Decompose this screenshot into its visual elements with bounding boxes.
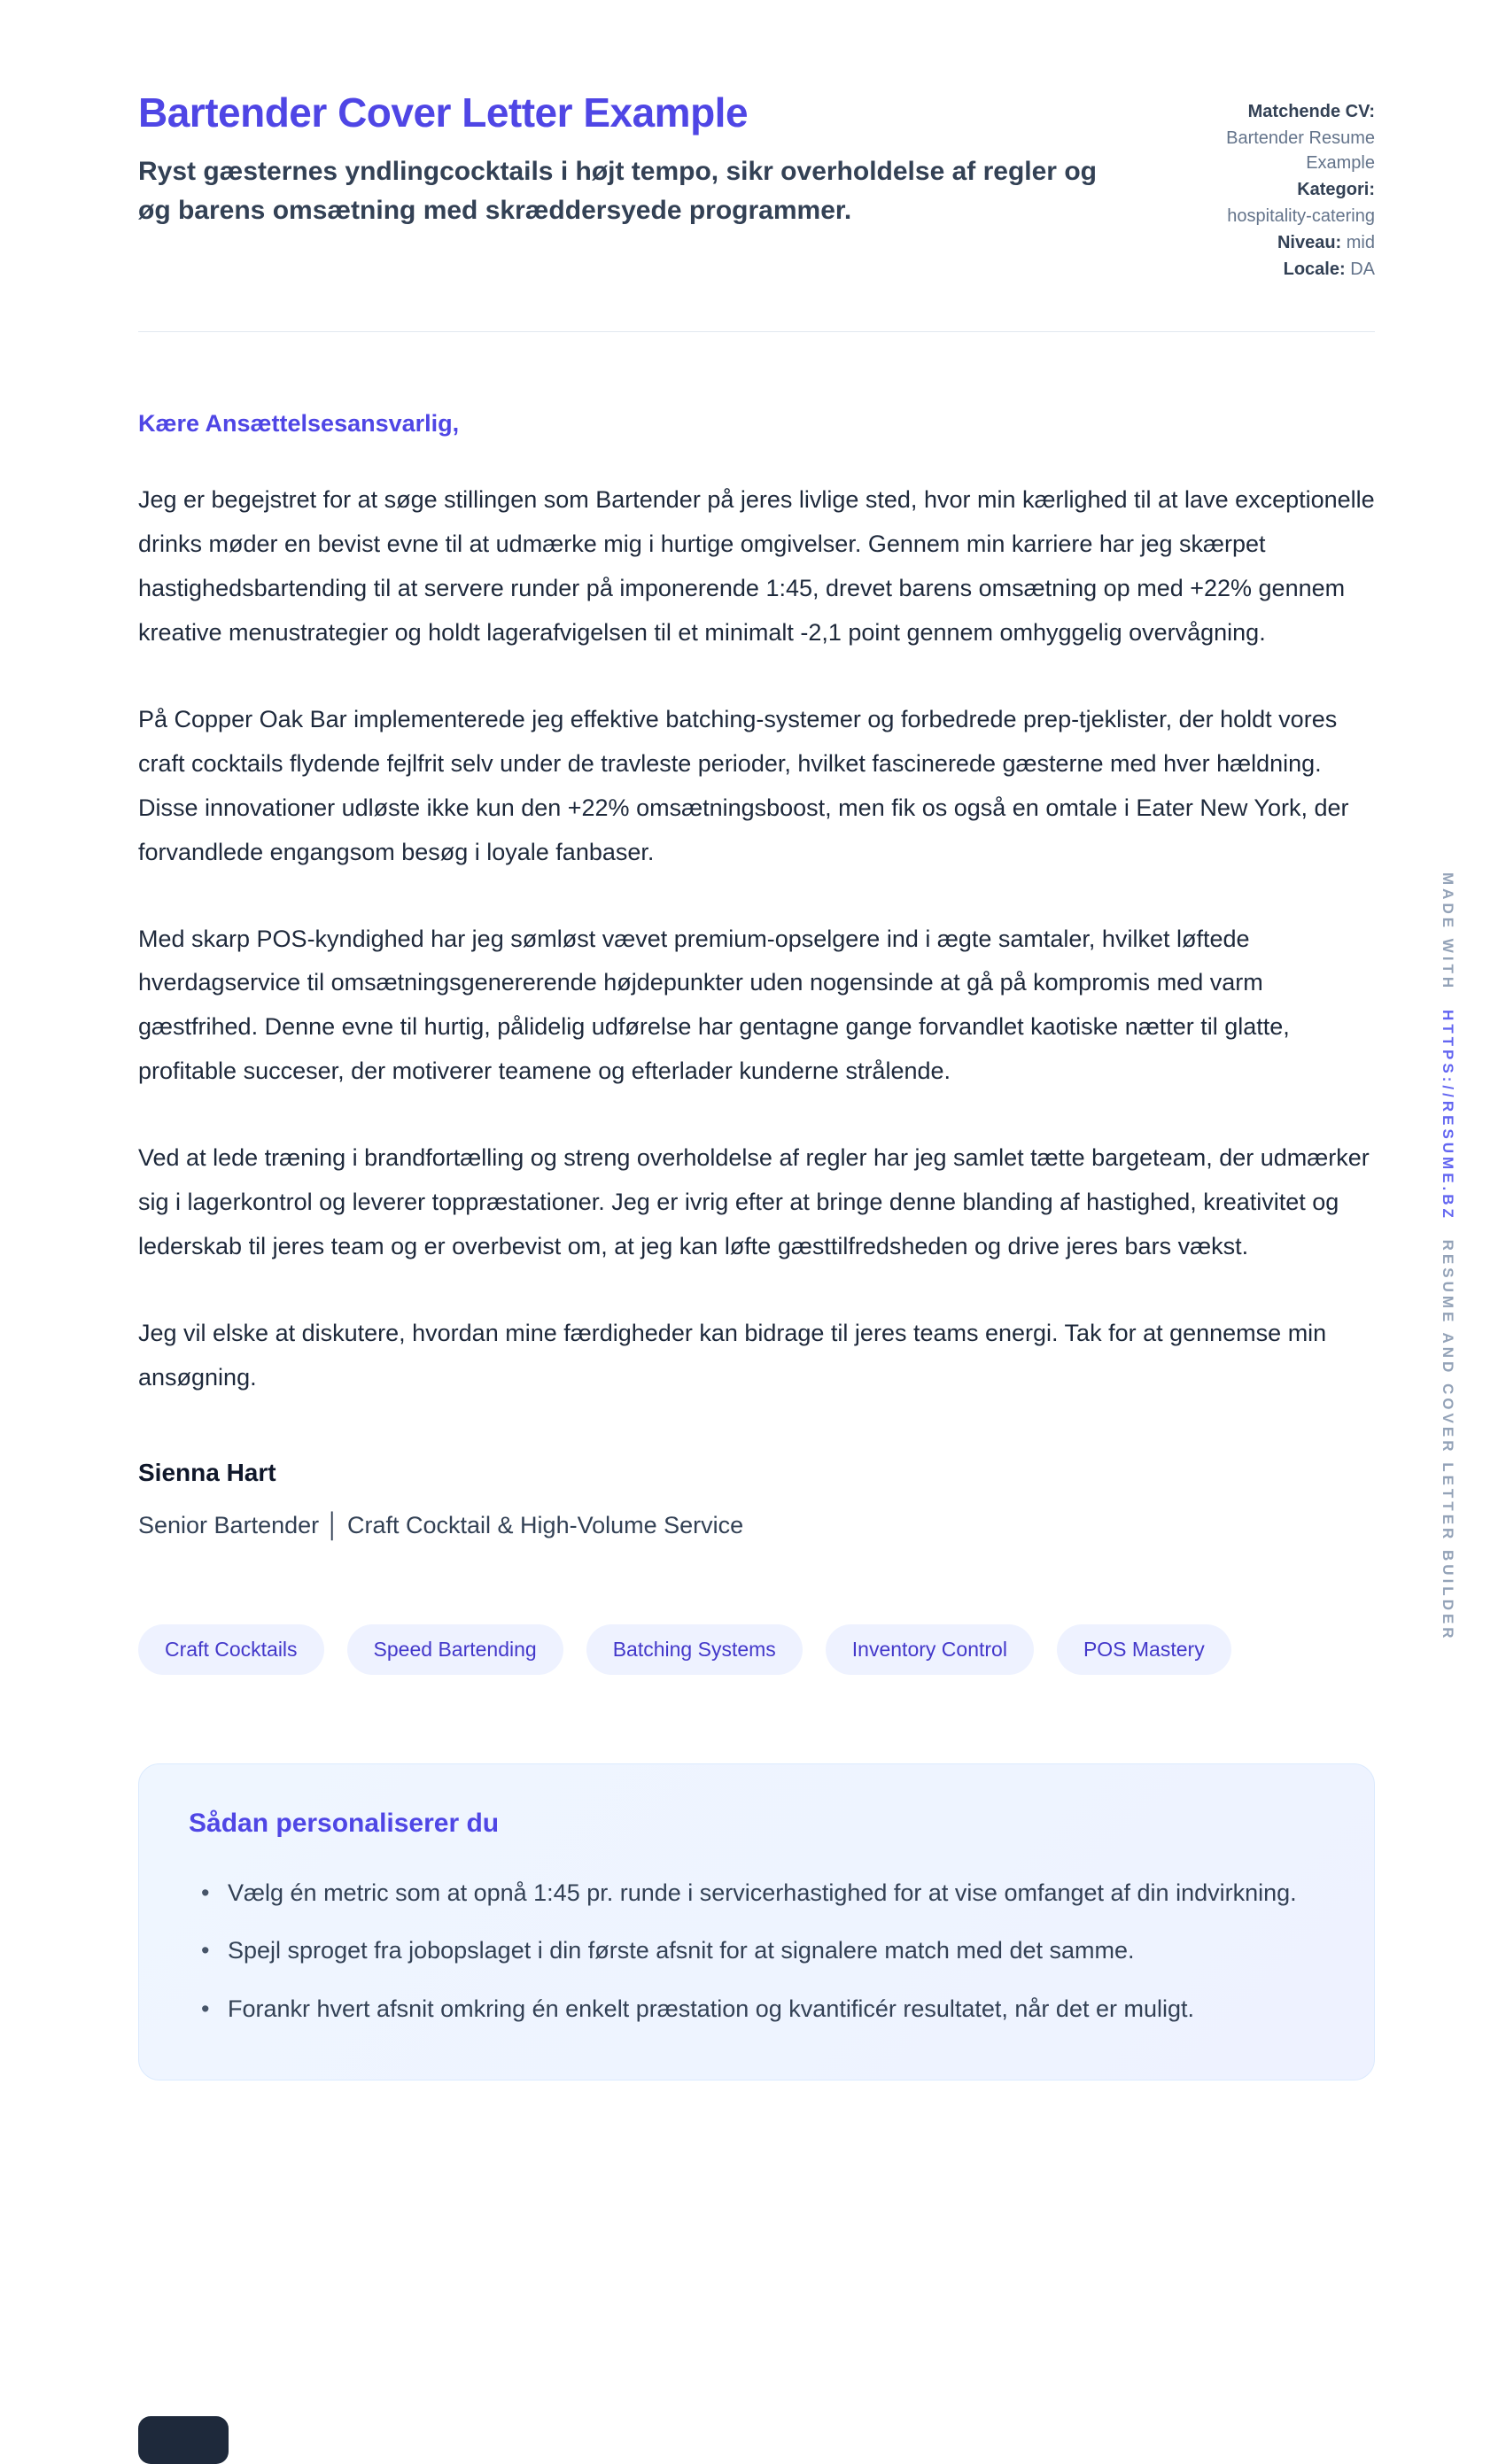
header xyxy=(138,89,1375,283)
meta-level: Niveau: mid xyxy=(1277,233,1375,252)
letter-paragraph: Med skarp POS-kyndighed har jeg sømløst vævet premium-opselgere ind i ægte samtaler, hvilket løftede hverdagservice til omsætningsgenererende højdepunkter uden nogensinde at gå på kompromis med varm gæstfrihed. Denne evne til hurtig, pålidelig udførelse har gentagne gange forvandlet kaotiske nætter til glatte, profitable succeser, der motiverer teamene og efterlader kunderne strålende. xyxy=(138,925,1290,1085)
personalization-tips-card xyxy=(138,1763,1375,2080)
meta-matching-cv-value: Bartender Resume Example xyxy=(1226,128,1375,173)
skill-tag: Batching Systems xyxy=(586,1624,803,1675)
skill-tag: POS Mastery xyxy=(1057,1624,1231,1675)
tip-item: • Forankr hvert afsnit omkring én enkelt præstation og kvantificér resultatet, når det er muligt. xyxy=(189,1987,1305,2032)
skill-tag: Speed Bartending xyxy=(347,1624,563,1675)
meta-category-value: hospitality-catering xyxy=(1227,206,1375,226)
skill-tags-row xyxy=(138,1624,1375,1675)
signature-block xyxy=(138,1459,1375,1539)
letter-paragraph: Ved at lede træning i brandfortælling og streng overholdelse af regler har jeg samlet tætte bargeteam, der udmærker sig i lagerkontrol og leverer toppræstationer. Jeg er ivrig efter at bringe denne blanding af hastighed, kreativitet og lederskab til jeres team og er overbevist om, at jeg kan løfte gæsttilfredsheden og drive jeres bars vækst. xyxy=(138,1144,1370,1260)
page-title: Bartender Cover Letter Example xyxy=(138,89,749,136)
meta-matching-cv-label: Matchende CV: xyxy=(1247,102,1375,121)
skill-tag: Craft Cocktails xyxy=(138,1624,324,1675)
skill-tag: Inventory Control xyxy=(826,1624,1034,1675)
letter-paragraph: Jeg vil elske at diskutere, hvordan mine færdigheder kan bidrage til jeres teams energi. Tak for at gennemse min ansøgning. xyxy=(138,1320,1327,1391)
watermark-suffix: RESUME AND COVER LETTER BUILDER xyxy=(1440,1239,1456,1642)
letter-paragraph: På Copper Oak Bar implementerede jeg effektive batching-systemer og forbedrede prep-tjeklister, der holdt vores craft cocktails flydende fejlfrit selv under de travleste perioder, hvilket fascinerede gæsterne med hver hældning. Disse innovationer udløste ikke kun den +22% omsætningsboost, men fik os også en omtale i Eater New York, der forvandlede engangsom besøg i loyale fanbaser. xyxy=(138,705,1349,865)
salutation: Kære Ansættelsesansvarlig, xyxy=(138,410,460,437)
signature-role: Senior Bartender │ Craft Cocktail & High-Volume Service xyxy=(138,1511,744,1538)
watermark-url: HTTPS://RESUME.BZ xyxy=(1440,1009,1456,1221)
header-text-block xyxy=(138,89,1130,229)
meta-locale: Locale: DA xyxy=(1283,260,1375,279)
page-subtitle: Ryst gæsternes yndlingcocktails i højt tempo, sikr overholdelse af regler og øg barens omsætning med skræddersyede programmer. xyxy=(138,157,1097,225)
watermark-made-with: MADE WITH xyxy=(1440,872,1456,992)
tip-item: • Vælg én metric som at opnå 1:45 pr. runde i servicerhastighed for at vise omfanget af din indvirkning. xyxy=(189,1871,1305,1916)
letter-paragraph: Jeg er begejstret for at søge stillingen som Bartender på jeres livlige sted, hvor min kærlighed til at lave exceptionelle drinks møder en bevist evne til at udmærke mig i hurtige omgivelser. Gennem min karriere har jeg skærpet hastighedsbartending til at servere runder på imponerende 1:45, drevet barens omsætning op med +22% gennem kreative menustrategier og holdt lagerafvigelsen til et minimalt -2,1 point gennem omhyggelig overvågning. xyxy=(138,486,1375,646)
tip-item: • Spejl sproget fra jobopslaget i din første afsnit for at signalere match med det samme. xyxy=(189,1928,1305,1973)
tips-list xyxy=(189,1871,1324,2032)
footer-button[interactable] xyxy=(138,2416,229,2464)
header-divider xyxy=(138,331,1375,332)
vertical-watermark xyxy=(1439,872,1456,1642)
cover-letter-body xyxy=(138,410,1375,1539)
meta-category-label: Kategori: xyxy=(1297,180,1375,199)
meta-panel xyxy=(1162,89,1375,283)
tips-title: Sådan personaliserer du xyxy=(189,1808,500,1838)
signature-name: Sienna Hart xyxy=(138,1458,276,1486)
